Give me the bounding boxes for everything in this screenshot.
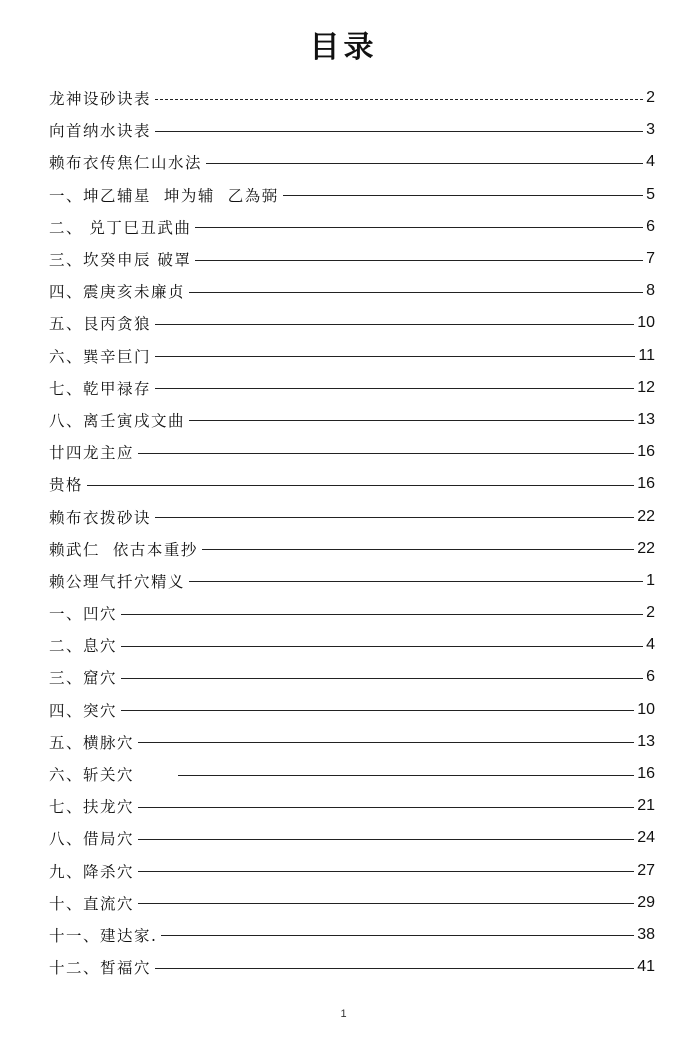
toc-entry[interactable] — [49, 307, 655, 339]
toc-entry-label: 一、坤乙辅星 坤为辅 乙為弼 — [49, 186, 279, 205]
toc-entry[interactable] — [49, 887, 655, 919]
toc-entry-label: 十二、皙福穴 — [49, 959, 152, 978]
toc-entry[interactable] — [49, 855, 655, 887]
toc-entry-page: 6 — [646, 217, 655, 235]
toc-entry-label: 七、扶龙穴 — [49, 798, 135, 817]
toc-entry[interactable] — [49, 694, 655, 726]
leader-line — [178, 775, 634, 776]
toc-entry-page: 6 — [646, 668, 655, 686]
leader-line — [206, 163, 643, 164]
toc-entry-page: 24 — [637, 829, 655, 847]
toc-entry-page: 11 — [638, 346, 655, 364]
leader-line — [138, 839, 634, 840]
toc-entry-page: 16 — [637, 765, 655, 783]
leader-line — [195, 260, 643, 261]
toc-entry-label: 赖布衣传焦仁山水法 — [49, 154, 203, 173]
toc-entry-label: 三、窟穴 — [49, 669, 118, 688]
leader-line — [121, 678, 643, 679]
toc-entry-label: 四、震庚亥未廉贞 — [49, 283, 186, 302]
toc-entry-page: 4 — [646, 153, 655, 171]
toc-entry-page: 22 — [637, 539, 655, 557]
page-title: 目录 — [309, 30, 378, 65]
toc-entry-page: 21 — [637, 797, 655, 815]
toc-entry-label: 九、降杀穴 — [49, 862, 135, 881]
toc-entry-page: 12 — [637, 378, 655, 396]
toc-entry-label: 十、直流穴 — [49, 894, 135, 913]
table-of-contents — [49, 82, 655, 983]
toc-entry[interactable] — [49, 565, 655, 597]
toc-entry[interactable] — [49, 758, 655, 790]
toc-entry-label: 二、息穴 — [49, 637, 118, 656]
toc-entry-label: 十一、建达家. — [49, 926, 158, 945]
page-number-footer: 1 — [340, 1008, 347, 1020]
toc-entry-page: 29 — [637, 893, 655, 911]
toc-entry[interactable] — [49, 533, 655, 565]
leader-line — [189, 420, 634, 421]
toc-entry[interactable] — [49, 468, 655, 500]
toc-entry-page: 2 — [646, 604, 655, 622]
leader-line — [155, 517, 634, 518]
leader-line — [121, 646, 643, 647]
toc-entry-label: 六、斩关穴 — [49, 766, 135, 785]
toc-entry[interactable] — [49, 790, 655, 822]
toc-entry[interactable] — [49, 951, 655, 983]
toc-entry-page: 10 — [637, 314, 655, 332]
leader-line — [161, 935, 634, 936]
toc-entry-page: 27 — [637, 861, 655, 879]
toc-entry[interactable] — [49, 629, 655, 661]
leader-line — [189, 292, 643, 293]
toc-entry-label: 廿四龙主应 — [49, 444, 135, 463]
toc-entry-page: 38 — [637, 925, 655, 943]
leader-line — [155, 324, 634, 325]
toc-entry-label: 一、凹穴 — [49, 605, 118, 624]
toc-entry-label: 四、突穴 — [49, 701, 118, 720]
toc-entry-page: 16 — [637, 475, 655, 493]
toc-entry-label: 七、乾甲禄存 — [49, 379, 152, 398]
leader-line — [138, 742, 634, 743]
toc-entry[interactable] — [49, 146, 655, 178]
toc-entry-label: 赖布衣拨砂诀 — [49, 508, 152, 527]
toc-entry[interactable] — [49, 179, 655, 211]
leader-line — [87, 485, 634, 486]
leader-line — [155, 356, 635, 357]
toc-entry[interactable] — [49, 436, 655, 468]
toc-entry[interactable] — [49, 726, 655, 758]
toc-entry-page: 5 — [646, 185, 655, 203]
leader-line — [155, 388, 634, 389]
toc-entry-label: 二、 兑丁巳丑武曲 — [49, 218, 192, 237]
toc-entry[interactable] — [49, 211, 655, 243]
toc-entry-label: 八、离壬寅戌文曲 — [49, 411, 186, 430]
toc-entry-page: 22 — [637, 507, 655, 525]
toc-entry-label: 向首纳水诀表 — [49, 122, 152, 141]
toc-entry-label: 三、坎癸申辰 破罩 — [49, 251, 192, 270]
leader-line — [155, 131, 643, 132]
toc-entry-page: 8 — [646, 282, 655, 300]
toc-entry-page: 4 — [646, 636, 655, 654]
toc-entry-label: 赖公理气扦穴精义 — [49, 572, 186, 591]
toc-entry[interactable] — [49, 404, 655, 436]
toc-entry-label: 五、横脉穴 — [49, 733, 135, 752]
toc-entry-page: 13 — [637, 410, 655, 428]
toc-entry[interactable] — [49, 340, 655, 372]
leader-line — [202, 549, 634, 550]
toc-entry-label: 五、艮丙贪狼 — [49, 315, 152, 334]
toc-entry[interactable] — [49, 372, 655, 404]
leader-line — [189, 581, 643, 582]
toc-entry-page: 10 — [637, 700, 655, 718]
toc-entry-page: 16 — [637, 443, 655, 461]
toc-entry[interactable] — [49, 82, 655, 114]
toc-entry[interactable] — [49, 500, 655, 532]
toc-entry[interactable] — [49, 114, 655, 146]
leader-line — [138, 871, 634, 872]
leader-line — [138, 807, 634, 808]
toc-entry-page: 41 — [637, 958, 655, 976]
toc-entry-label: 六、巽辛巨门 — [49, 347, 152, 366]
leader-line — [283, 195, 643, 196]
leader-line — [121, 710, 634, 711]
leader-line — [195, 227, 643, 228]
leader-line — [155, 99, 643, 100]
leader-line — [155, 968, 634, 969]
toc-entry[interactable] — [49, 919, 655, 951]
toc-entry[interactable] — [49, 661, 655, 693]
toc-entry[interactable] — [49, 243, 655, 275]
toc-entry-label: 赖武仁 依古本重抄 — [49, 540, 198, 559]
leader-line — [138, 453, 634, 454]
leader-line — [138, 903, 634, 904]
toc-entry-page: 13 — [637, 732, 655, 750]
toc-entry-page: 2 — [646, 89, 655, 107]
leader-line — [121, 614, 643, 615]
toc-entry-label: 龙神设砂诀表 — [49, 90, 152, 109]
toc-entry[interactable] — [49, 275, 655, 307]
toc-entry-page: 7 — [646, 250, 655, 268]
toc-entry-page: 1 — [646, 571, 655, 589]
toc-entry[interactable] — [49, 597, 655, 629]
toc-entry[interactable] — [49, 822, 655, 854]
toc-entry-label: 贵格 — [49, 476, 84, 495]
toc-entry-page: 3 — [646, 121, 655, 139]
toc-entry-label: 八、借局穴 — [49, 830, 135, 849]
